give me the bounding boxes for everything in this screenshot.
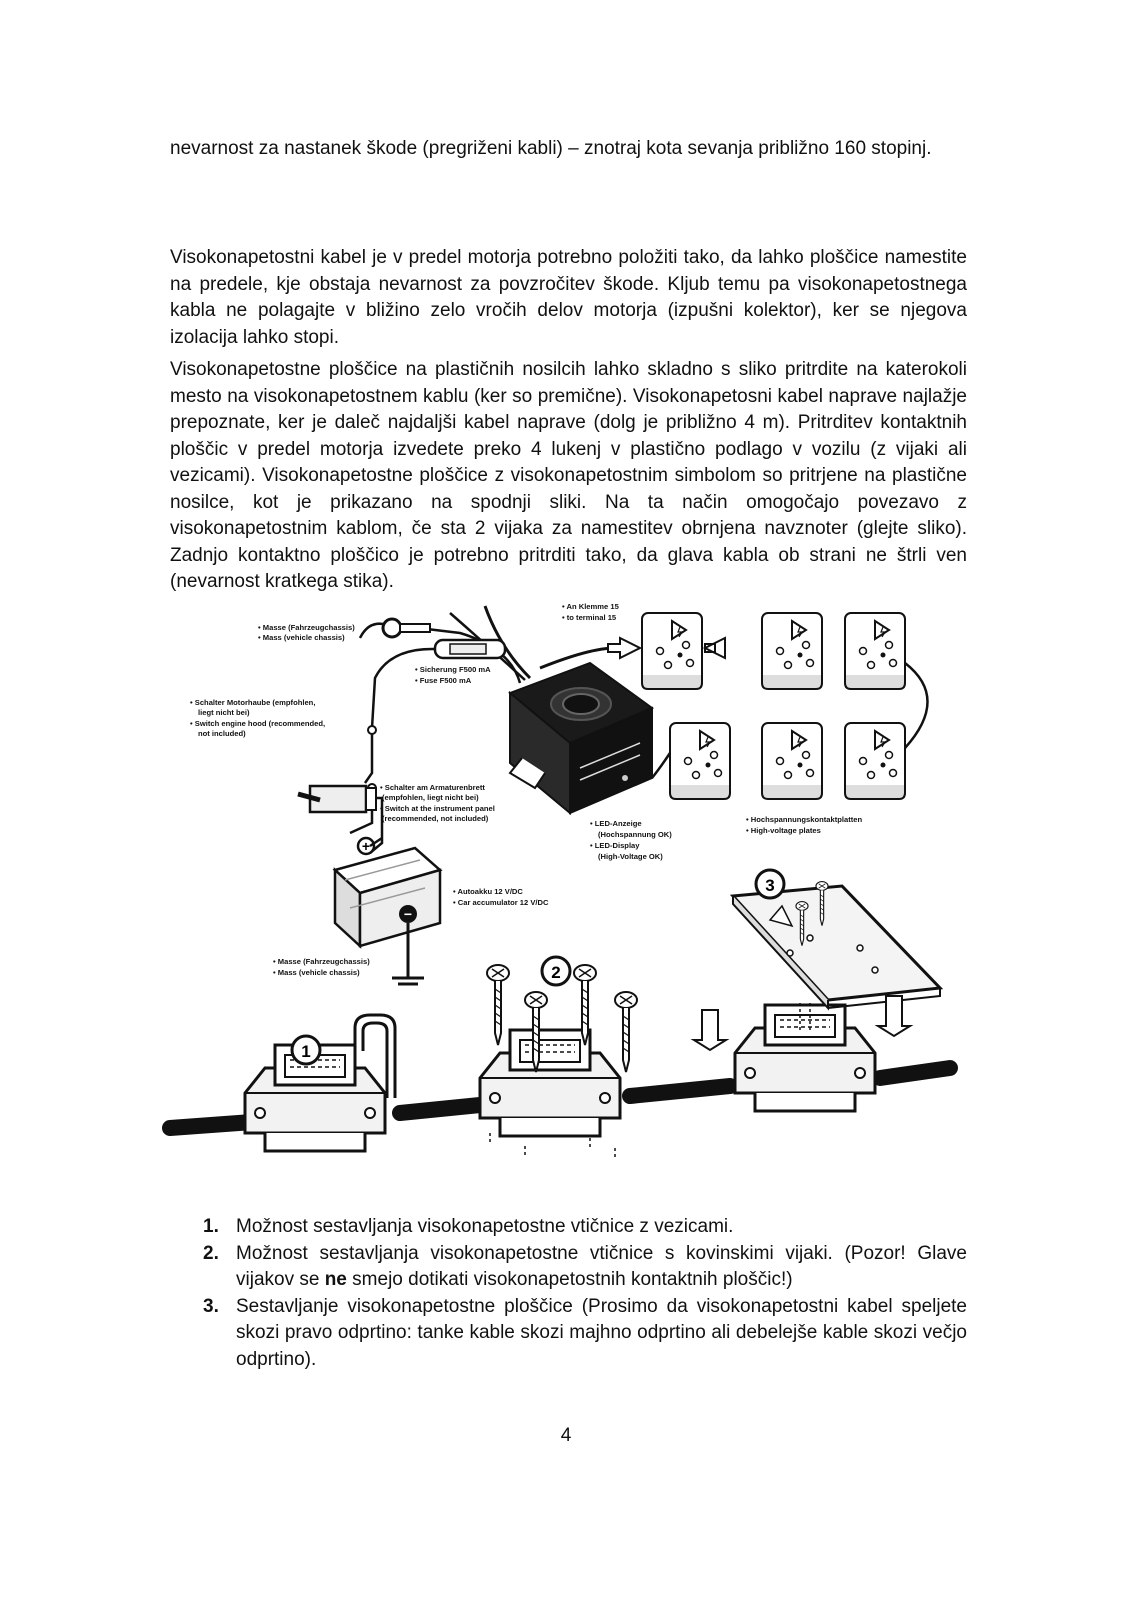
note-text-after: smejo dotikati visokonapetostnih kontaktnih ploščic!) (346, 1269, 793, 1290)
note-bold-word: ne (324, 1269, 347, 1290)
step-2-badge (542, 957, 570, 985)
battery-plus-sign: + (361, 838, 371, 854)
label-fuse-en: • Fuse F500 mA (415, 676, 472, 685)
label-battery-de: • Autoakku 12 V/DC (453, 887, 523, 896)
label-mass-bottom-en: • Mass (vehicle chassis) (273, 968, 360, 977)
label-mass-top-de: • Masse (Fahrzeugchassis) (258, 623, 355, 632)
page-number: 4 (560, 1425, 572, 1446)
paragraph-2: Visokonapetostni kabel je v predel motorja potrebno položiti tako, da lahko ploščice namestite na predele, kje obstaja nevarnost za povzročitev škode. Kljub temu pa visokonapetostnega kabla ne polagajte v bližino zelo vročih delov motorja (izpušni kolektor), ker se njegova izolacija lahko stopi. (170, 247, 967, 348)
label-panel-switch-de-1: • Schalter am Armaturenbrett (380, 783, 485, 792)
label-fuse-de: • Sicherung F500 mA (415, 665, 491, 674)
svg-text:1: 1 (301, 1042, 311, 1061)
label-hood-switch-de-2: liegt nicht bei) (198, 708, 250, 717)
note-text: Sestavljanje visokonapetostne ploščice (Prosimo da visokonapetostni kabel speljete skozi pravo odprtino: tanke kable skozi majhno odprtino ali debelejše kable skozi večjo odprtino). (236, 1295, 967, 1370)
label-mass-bottom-de: • Masse (Fahrzeugchassis) (273, 957, 370, 966)
label-led-de-2: (Hochspannung OK) (598, 830, 672, 839)
paragraph-3: Visokonapetostne ploščice na plastičnih nosilcih lahko skladno s sliko pritrdite na katerokoli mesto na visokonapetostnem kablu (ker so premične). Visokonapetosni kabel naprave najlažje prepoznate, ker je daleč najdaljši kabel naprave (dolg je približno 4 m). Pritrditev kontaktnih ploščic v predel motorja izvedete preko 4 lukenj v plastično podlago v vozilu (z vijaki ali vezicami). Visokonapetostne ploščice z visokonapetostnim simbolom so pritrjene na plastične nosilce, kot je prikazano na spodnji sliki. Na ta način omogočajo povezavo z visokonapetostnim kablom, če sta 2 vijaka za namestitev obrnjena navznoter (glejte sliko). Zadnjo kontaktno ploščico je potrebno pritrditi tako, da glava kabla ob strani ne štrli ven (nevarnost kratkega stika). (170, 359, 967, 592)
note-number: 3. (203, 1295, 219, 1317)
label-hood-switch-de-1: • Schalter Motorhaube (empfohlen, (190, 698, 316, 707)
label-panel-switch-en-1: • Switch at the instrument panel (380, 804, 495, 813)
label-battery-en: • Car accumulator 12 V/DC (453, 898, 549, 907)
note-number: 1. (203, 1216, 219, 1237)
note-item (170, 1294, 967, 1374)
label-panel-switch-de-2: (empfohlen, liegt nicht bei) (382, 793, 479, 802)
label-plates-en: • High-voltage plates (746, 826, 821, 835)
label-hood-switch-en-2: not included) (198, 729, 246, 738)
label-plates-de: • Hochspannungskontaktplatten (746, 815, 863, 824)
note-text: Možnost sestavljanja visokonapetostne vtičnice z vezicami. (236, 1216, 734, 1237)
label-led-en-2: (High-Voltage OK) (598, 852, 663, 861)
step-1-badge (292, 1036, 320, 1064)
note-number: 2. (203, 1242, 219, 1264)
installation-diagram (170, 602, 967, 1183)
paragraph-1: nevarnost za nastanek škode (pregriženi kabli) – znotraj kota sevanja približno 160 stopinj. (170, 138, 932, 159)
control-unit-icon (510, 663, 652, 813)
label-hood-switch-en-1: • Switch engine hood (recommended, (190, 719, 326, 728)
svg-text:3: 3 (765, 876, 775, 895)
label-mass-top-en: • Mass (vehicle chassis) (258, 633, 345, 642)
label-terminal-de: • An Klemme 15 (562, 602, 619, 611)
label-terminal-en: • to terminal 15 (562, 613, 617, 622)
label-panel-switch-en-2: (recommended, not included) (382, 814, 489, 823)
label-led-de-1: • LED-Anzeige (590, 819, 642, 828)
step-notes-list (170, 1214, 967, 1373)
battery-minus-sign: − (403, 906, 413, 922)
step-3-badge (756, 870, 784, 898)
note-item (170, 1214, 967, 1241)
note-item (170, 1241, 967, 1294)
note-text-before: Možnost sestavljanja visokonapetostne vtičnice s kovinskimi vijaki. (Pozor! Glave vijakov se (236, 1242, 967, 1290)
label-led-en-1: • LED-Display (590, 841, 640, 850)
svg-text:2: 2 (551, 963, 561, 982)
